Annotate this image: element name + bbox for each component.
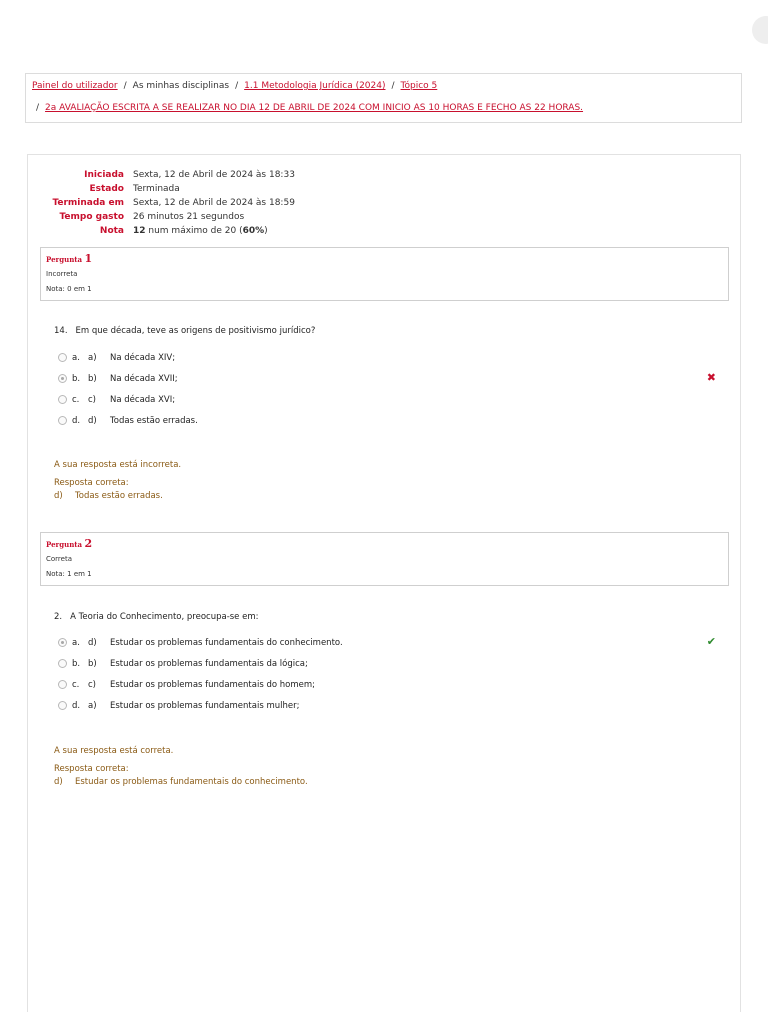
answer-letter: d. <box>72 700 81 711</box>
answer-list-2 <box>58 632 728 716</box>
question-word: Pergunta <box>46 255 83 264</box>
time-value: 26 minutos 21 segundos <box>133 212 245 222</box>
grade-value <box>133 224 295 238</box>
corner-avatar <box>752 16 768 44</box>
answer-sub-letter: a) <box>88 352 97 363</box>
correct-answer-body: Todas estão erradas. <box>75 491 163 501</box>
answer-radio-selected[interactable] <box>58 638 67 647</box>
answer-text: Estudar os problemas fundamentais da lógica; <box>110 658 308 669</box>
breadcrumb-separator: / <box>391 81 395 91</box>
answer-sub-letter: d) <box>88 637 97 648</box>
grade-close-paren: ) <box>264 226 268 236</box>
time-label: Tempo gasto <box>59 212 124 222</box>
started-label: Iniciada <box>84 170 124 180</box>
answer-option-2d[interactable] <box>58 695 728 716</box>
answer-sub-letter: b) <box>88 658 97 669</box>
attempt-summary <box>38 168 295 238</box>
grade-label: Nota <box>99 226 124 236</box>
answer-text: Na década XVII; <box>110 373 178 384</box>
answer-option-2c[interactable] <box>58 674 728 695</box>
question-state-1: Incorreta <box>46 270 78 278</box>
question-grade-1: Nota: 0 em 1 <box>46 285 92 293</box>
question-info-2 <box>40 532 729 586</box>
finished-value: Sexta, 12 de Abril de 2024 às 18:59 <box>133 198 295 208</box>
state-label: Estado <box>89 184 124 194</box>
breadcrumb-my-courses: As minhas disciplinas <box>132 81 230 91</box>
answer-option-1b[interactable] <box>58 368 728 389</box>
summary-row-time <box>38 210 295 224</box>
answer-list-1 <box>58 347 728 431</box>
question-text-2 <box>54 612 259 622</box>
breadcrumb-dashboard-link[interactable]: Painel do utilizador <box>32 81 118 91</box>
question-grade-2: Nota: 1 em 1 <box>46 570 92 578</box>
question-text-body: Em que década, teve as origens de positivismo jurídico? <box>75 326 316 336</box>
question-feedback-1 <box>54 459 181 502</box>
answer-option-1a[interactable] <box>58 347 728 368</box>
question-word: Pergunta <box>46 540 83 549</box>
feedback-result: A sua resposta está incorreta. <box>54 460 182 470</box>
answer-letter: b. <box>72 373 81 384</box>
correct-answer-label: Resposta correta: <box>54 478 129 488</box>
question-text-number: 14. <box>54 326 68 336</box>
started-value: Sexta, 12 de Abril de 2024 às 18:33 <box>133 170 295 180</box>
correct-answer-body: Estudar os problemas fundamentais do conhecimento. <box>75 777 308 787</box>
question-text-body: A Teoria do Conhecimento, preocupa-se em: <box>70 612 259 622</box>
answer-text: Estudar os problemas fundamentais mulher; <box>110 700 300 711</box>
breadcrumb-course-link[interactable]: 1.1 Metodologia Jurídica (2024) <box>244 81 386 91</box>
answer-text: Estudar os problemas fundamentais do homem; <box>110 679 316 690</box>
answer-letter: c. <box>72 394 80 405</box>
answer-letter: c. <box>72 679 80 690</box>
answer-text: Estudar os problemas fundamentais do conhecimento. <box>110 637 343 648</box>
summary-row-started <box>38 168 295 182</box>
correct-answer-sub: d) <box>54 777 63 787</box>
correct-check-icon: ✔ <box>706 635 716 648</box>
answer-text: Todas estão erradas. <box>110 415 198 426</box>
summary-row-grade <box>38 224 295 238</box>
answer-radio[interactable] <box>58 353 67 362</box>
answer-letter: d. <box>72 415 81 426</box>
answer-radio[interactable] <box>58 395 67 404</box>
breadcrumb-separator: / <box>235 81 239 91</box>
answer-sub-letter: c) <box>88 394 96 405</box>
answer-sub-letter: d) <box>88 415 97 426</box>
answer-sub-letter: b) <box>88 373 97 384</box>
summary-row-state <box>38 182 295 196</box>
answer-option-1d[interactable] <box>58 410 728 431</box>
attempt-summary-table <box>38 168 295 238</box>
breadcrumb-topic-link[interactable]: Tópico 5 <box>400 81 438 91</box>
answer-letter: a. <box>72 637 80 648</box>
answer-option-1c[interactable] <box>58 389 728 410</box>
breadcrumb-quiz-link[interactable]: 2a AVALIAÇÃO ESCRITA A SE REALIZAR NO DIA 12 DE ABRIL DE 2024 COM INICIO AS 10 HORAS E FECHO AS 22 HORAS. <box>45 103 584 113</box>
question-number-2 <box>46 537 723 552</box>
answer-radio[interactable] <box>58 416 67 425</box>
grade-score: 12 <box>133 226 146 236</box>
breadcrumb-separator: / <box>123 81 127 91</box>
question-number: 2 <box>84 537 93 550</box>
answer-text: Na década XVI; <box>110 394 176 405</box>
feedback-result: A sua resposta está correta. <box>54 746 174 756</box>
answer-sub-letter: a) <box>88 700 97 711</box>
breadcrumb-separator: / <box>36 103 40 113</box>
state-value: Terminada <box>133 184 180 194</box>
question-state-2: Correta <box>46 555 72 563</box>
answer-option-2b[interactable] <box>58 653 728 674</box>
answer-text: Na década XIV; <box>110 352 176 363</box>
correct-answer-sub: d) <box>54 491 63 501</box>
correct-answer-text <box>54 490 181 502</box>
breadcrumb <box>25 73 742 123</box>
question-info-1 <box>40 247 729 301</box>
answer-radio[interactable] <box>58 680 67 689</box>
question-feedback-2 <box>54 745 308 788</box>
grade-percent: 60% <box>242 226 265 236</box>
answer-radio-selected[interactable] <box>58 374 67 383</box>
question-text-number: 2. <box>54 612 63 622</box>
correct-answer-label: Resposta correta: <box>54 764 129 774</box>
answer-letter: b. <box>72 658 81 669</box>
answer-radio[interactable] <box>58 659 67 668</box>
finished-label: Terminada em <box>52 198 124 208</box>
question-text-1 <box>54 326 315 336</box>
question-number: 1 <box>84 252 93 265</box>
correct-answer-text <box>54 776 308 788</box>
question-number-1 <box>46 252 723 267</box>
answer-radio[interactable] <box>58 701 67 710</box>
answer-letter: a. <box>72 352 80 363</box>
incorrect-x-icon: ✖ <box>706 371 716 384</box>
summary-row-finished <box>38 196 295 210</box>
answer-option-2a[interactable] <box>58 632 728 653</box>
grade-max-text: num máximo de 20 ( <box>145 226 243 236</box>
answer-sub-letter: c) <box>88 679 96 690</box>
